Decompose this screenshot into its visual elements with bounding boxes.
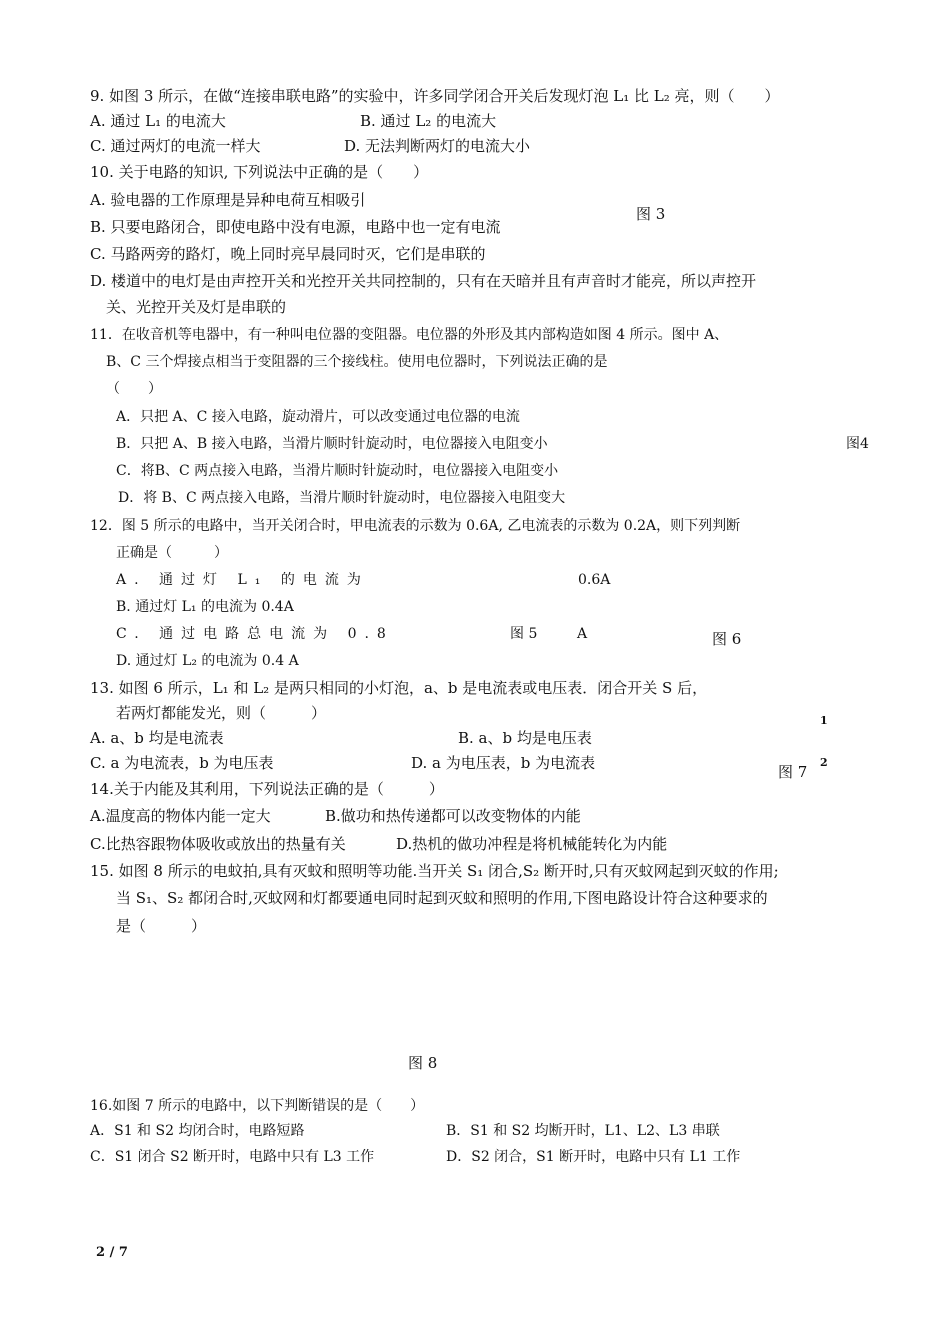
q9-option-b: B. 通过 L₂ 的电流大 — [360, 112, 497, 130]
q13-stem-line1: 13. 如图 6 所示，L₁ 和 L₂ 是两只相同的小灯泡，a、b 是电流表或电压表．闭合开关 S 后， — [90, 679, 708, 697]
q11-option-c: C．将B、C 两点接入电路，当滑片顺时针旋动时，电位器接入电阻变小 — [116, 463, 559, 479]
q12-option-a — [116, 570, 369, 590]
q9-option-a: A. 通过 L₁ 的电流大 — [90, 112, 226, 130]
page-number: 2 / 7 — [96, 1245, 128, 1260]
q11-option-b: B．只把 A、B 接入电路，当滑片顺时针旋动时，电位器接入电阻变小 — [116, 436, 548, 452]
q11-answer-paren: （ ） — [106, 381, 162, 397]
q15-stem-line3: 是（ ） — [116, 917, 207, 935]
q12-option-c — [116, 624, 394, 644]
figure-6-caption: 图 6 — [712, 630, 742, 648]
q12-option-a-text: A. 通过灯 L₁ 的电流为 — [116, 572, 369, 588]
q14-option-d: D.热机的做功冲程是将机械能转化为内能 — [396, 835, 668, 853]
q10-option-a: A. 验电器的工作原理是异种电荷互相吸引 — [90, 191, 366, 209]
q13-option-d: D. a 为电压表，b 为电流表 — [411, 754, 596, 772]
q16-option-a: A．S1 和 S2 均闭合时，电路短路 — [90, 1123, 305, 1139]
q12-option-a-value: 0.6A — [578, 572, 611, 588]
q10-option-b: B. 只要电路闭合，即使电路中没有电源，电路中也一定有电流 — [90, 218, 501, 236]
figure-5-caption: 图 5 — [510, 626, 538, 642]
q11-option-d: D．将 B、C 两点接入电路，当滑片顺时针旋动时，电位器接入电阻变大 — [118, 490, 566, 506]
figure-8-caption: 图 8 — [408, 1054, 438, 1072]
q12-option-b: B. 通过灯 L₁ 的电流为 0.4A — [116, 599, 294, 615]
q13-option-a: A. a、b 均是电流表 — [90, 729, 224, 747]
q14-option-b: B.做功和热传递都可以改变物体的内能 — [325, 807, 581, 825]
q10-option-d-line2: 关、光控开关及灯是串联的 — [106, 298, 287, 316]
q11-option-a: A．只把 A、C 接入电路，旋动滑片，可以改变通过电位器的电流 — [116, 409, 520, 425]
figure-mark-2: 2 — [820, 756, 828, 769]
figure-7-caption: 图 7 — [778, 763, 808, 781]
q10-stem: 10. 关于电路的知识, 下列说法中正确的是（ ） — [90, 163, 429, 181]
q13-option-c: C. a 为电流表，b 为电压表 — [90, 754, 274, 772]
q14-stem: 14.关于内能及其利用，下列说法正确的是（ ） — [90, 780, 444, 798]
q16-option-c: C．S1 闭合 S2 断开时，电路中只有 L3 工作 — [90, 1149, 375, 1165]
q9-stem: 9. 如图 3 所示，在做“连接串联电路”的实验中，许多同学闭合开关后发现灯泡 L₁ 比 L₂ 亮，则（ ） — [90, 87, 780, 105]
q14-option-a: A.温度高的物体内能一定大 — [90, 807, 271, 825]
q16-stem: 16.如图 7 所示的电路中，以下判断错误的是（ ） — [90, 1098, 425, 1114]
q13-option-b: B. a、b 均是电压表 — [458, 729, 592, 747]
q15-stem-line2: 当 S₁、S₂ 都闭合时,灭蚊网和灯都要通电同时起到灭蚊和照明的作用,下图电路设计符合这种要求的 — [116, 889, 768, 907]
q15-stem-line1: 15. 如图 8 所示的电蚊拍,具有灭蚊和照明等功能.当开关 S₁ 闭合,S₂ 断开时,只有灭蚊网起到灭蚊的作用; — [90, 862, 779, 880]
figure-4-caption: 图4 — [846, 436, 869, 452]
q11-stem-line2: B、C 三个焊接点相当于变阻器的三个接线柱。使用电位器时，下列说法正确的是 — [106, 354, 608, 370]
figure-3-caption: 图 3 — [636, 205, 666, 223]
q16-option-b: B．S1 和 S2 均断开时，L1、L2、L3 串联 — [446, 1123, 720, 1139]
q10-option-c: C. 马路两旁的路灯，晚上同时亮早晨同时灭，它们是串联的 — [90, 245, 486, 263]
q11-stem-line1: 11．在收音机等电器中，有一种叫电位器的变阻器。电位器的外形及其内部构造如图 4 所示。图中 A、 — [90, 327, 729, 343]
q13-stem-line2: 若两灯都能发光，则（ ） — [116, 704, 327, 722]
q9-option-c: C. 通过两灯的电流一样大 — [90, 137, 261, 155]
q12-option-d: D. 通过灯 L₂ 的电流为 0.4 A — [116, 653, 299, 669]
q9-option-d: D. 无法判断两灯的电流大小 — [344, 137, 531, 155]
q14-option-c: C.比热容跟物体吸收或放出的热量有关 — [90, 835, 346, 853]
q10-option-d-line1: D. 楼道中的电灯是由声控开关和光控开关共同控制的，只有在天暗并且有声音时才能亮，所以声控开 — [90, 272, 757, 290]
q12-option-c-unit: A — [577, 626, 588, 642]
q12-stem-line1: 12．图 5 所示的电路中，当开关闭合时，甲电流表的示数为 0.6A, 乙电流表的示数为 0.2A，则下列判断 — [90, 518, 741, 534]
q12-option-c-text: C. 通过电路总电流为 0.8 — [116, 626, 394, 642]
q16-option-d: D．S2 闭合，S1 断开时，电路中只有 L1 工作 — [446, 1149, 741, 1165]
q12-stem-line2: 正确是（ ） — [116, 545, 228, 561]
figure-mark-1: 1 — [820, 714, 828, 727]
